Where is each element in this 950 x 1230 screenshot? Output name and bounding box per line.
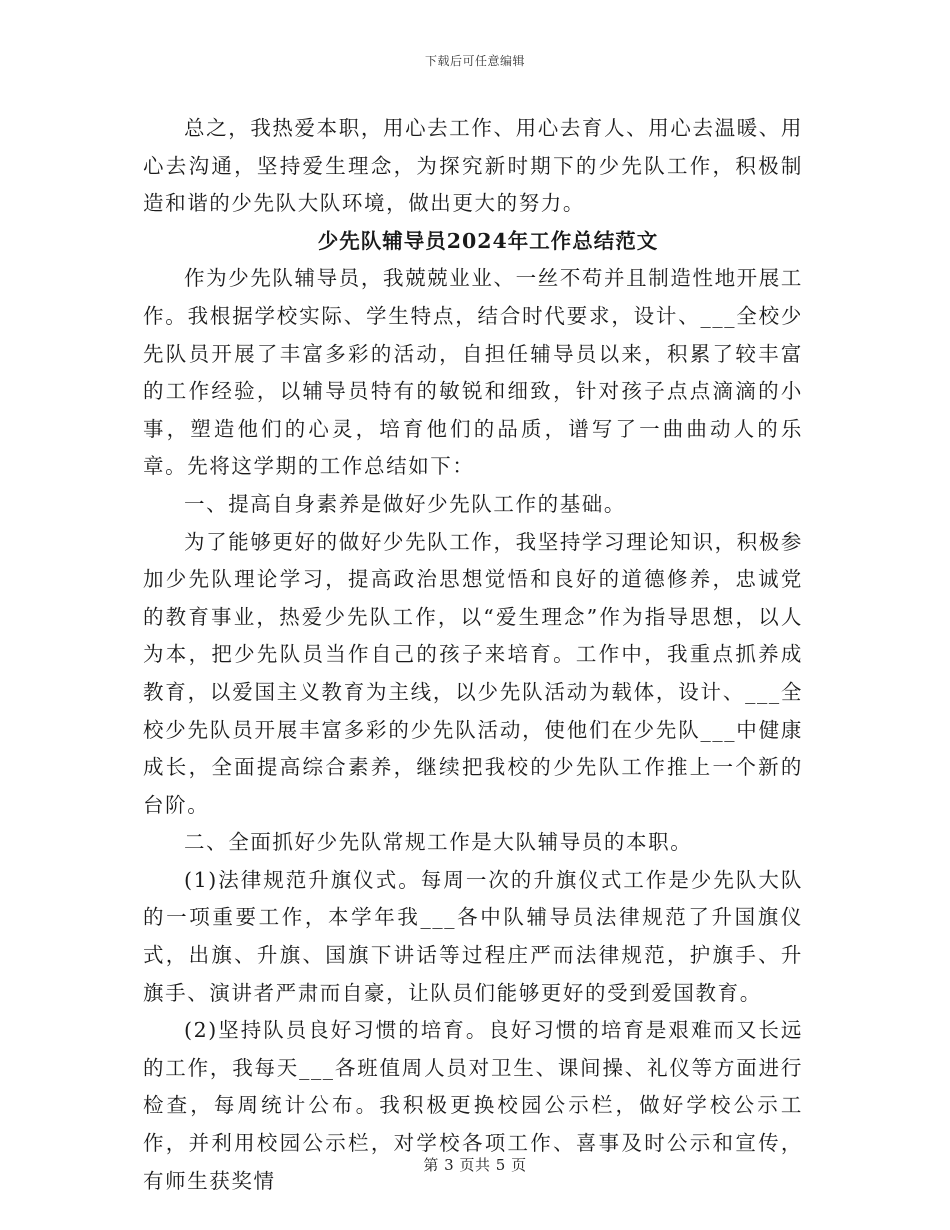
section-title: 少先队辅导员2024年工作总结范文 — [317, 228, 659, 253]
paragraph-good-habits: (2)坚持队员良好习惯的培育。良好习惯的培育是艰难而又长远的工作，我每天___各班值周人员对卫生、课间操、礼仪等方面进行检查，每周统计公布。我积极更换校园公示栏，做好学校公示工作，并利用校园公示栏，对学校各项工作、喜事及时公示和宣传，有师生获奖情 — [143, 1018, 803, 1193]
paragraph-conclusion: 总之，我热爱本职，用心去工作、用心去育人、用心去温暖、用心去沟通，坚持爱生理念，为探究新时期下的少先队工作，积极制造和谐的少先队大队环境，做出更大的努力。 — [143, 116, 803, 216]
heading-part-two: 二、全面抓好少先队常规工作是大队辅导员的本职。 — [184, 830, 693, 855]
document-body — [143, 110, 803, 1200]
paragraph-flag-ceremony: (1)法律规范升旗仪式。每周一次的升旗仪式工作是少先队大队的一项重要工作，本学年我___各中队辅导员法律规范了升国旗仪式，出旗、升旗、国旗下讲话等过程庄严而法律规范，护旗手、升旗手、演讲者严肃而自豪，让队员们能够更好的受到爱国教育。 — [143, 867, 803, 1005]
page-number: 第 3 页共 5 页 — [423, 1156, 527, 1174]
page-header: 下载后可任意编辑 — [424, 54, 525, 68]
heading-part-one: 一、提高自身素养是做好少先队工作的基础。 — [184, 491, 626, 516]
paragraph-part-one: 为了能够更好的做好少先队工作，我坚持学习理论知识，积极参加少先队理论学习，提高政治思想觉悟和良好的道德修养，忠诚党的教育事业，热爱少先队工作，以“爱生理念”作为指导思想，以人为本，把少先队员当作自己的孩子来培育。工作中，我重点抓养成教育，以爱国主义教育为主线，以少先队活动为载体，设计、___全校少先队员开展丰富多彩的少先队活动，使他们在少先队___中健康成长，全面提高综合素养，继续把我校的少先队工作推上一个新的台阶。 — [143, 529, 803, 817]
paragraph-intro: 作为少先队辅导员，我兢兢业业、一丝不苟并且制造性地开展工作。我根据学校实际、学生特点，结合时代要求，设计、___全校少先队员开展了丰富多彩的活动，自担任辅导员以来，积累了较丰富的工作经验，以辅导员特有的敏锐和细致，针对孩子点点滴滴的小事，塑造他们的心灵，培育他们的品质，谱写了一曲曲动人的乐章。先将这学期的工作总结如下： — [143, 266, 803, 479]
